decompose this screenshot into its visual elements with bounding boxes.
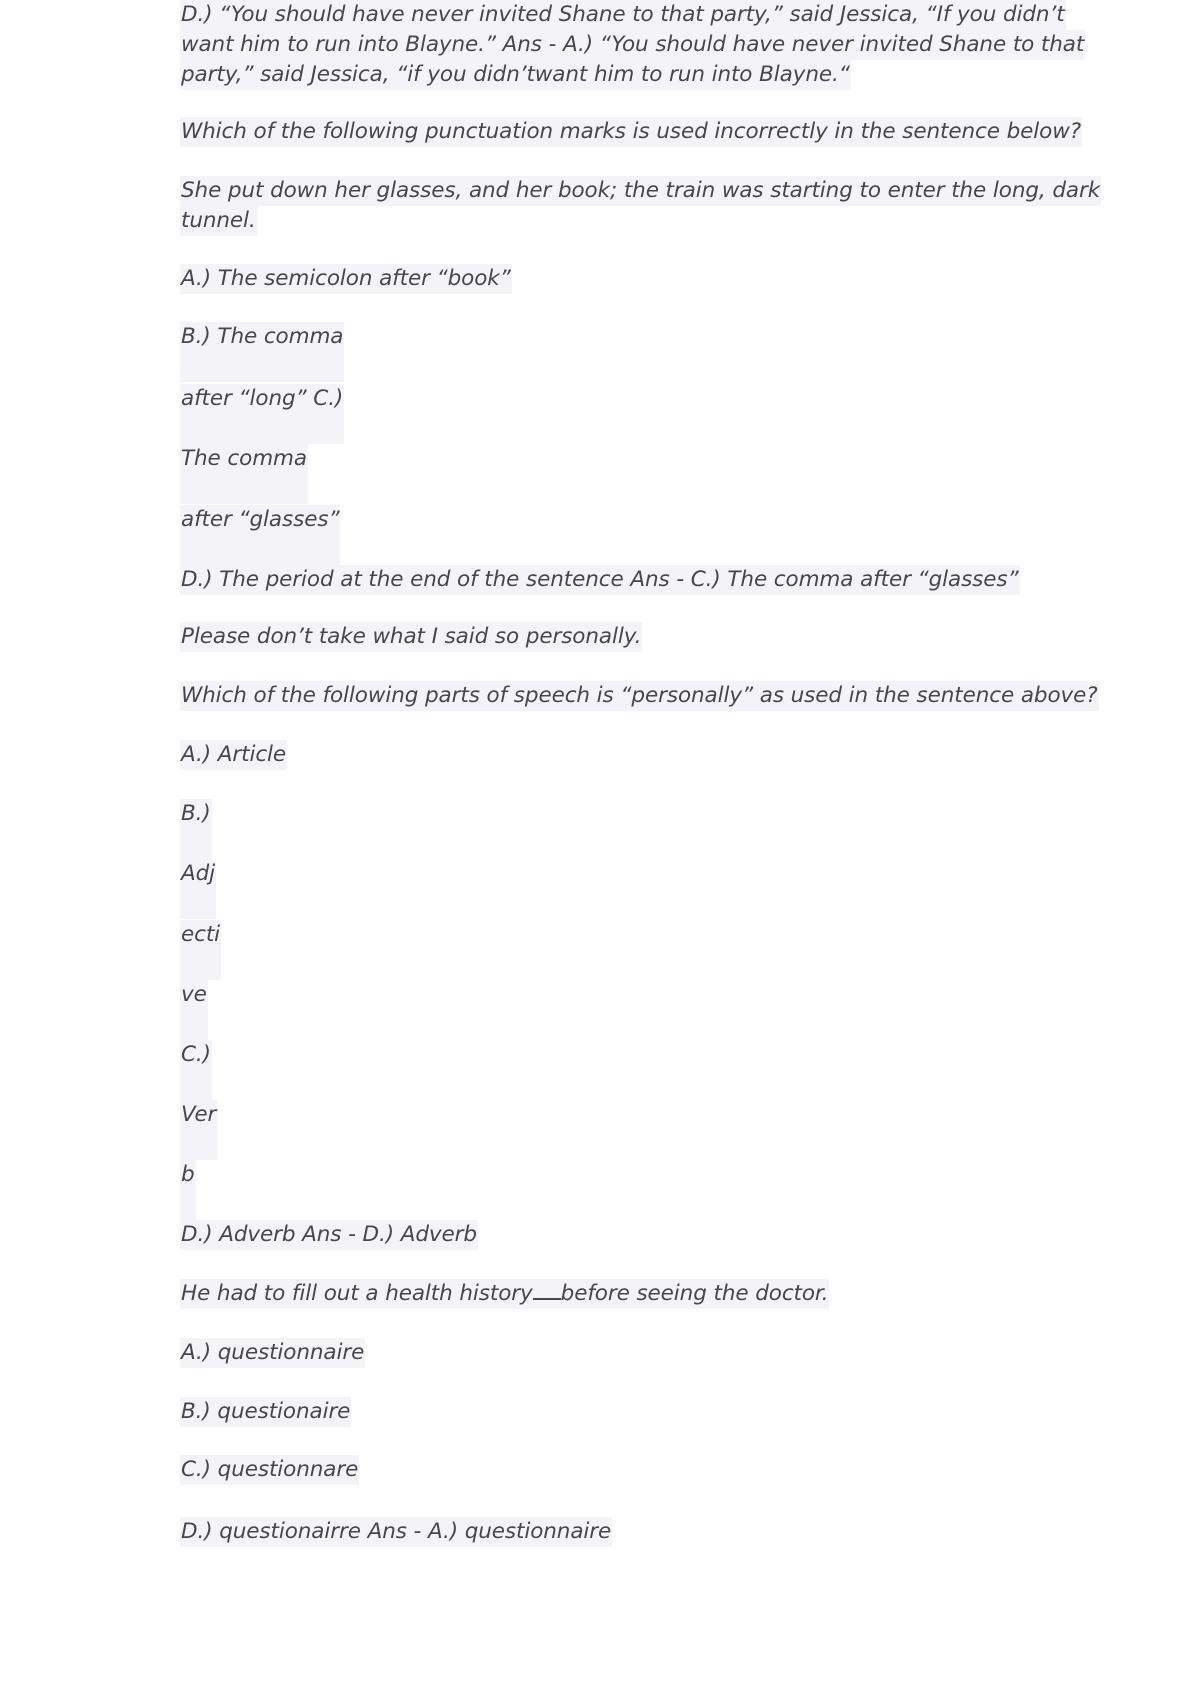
punctuation-option-a: A.) The semicolon after “book”	[180, 264, 512, 294]
punctuation-option-b-continued: after “long” C.)	[180, 384, 344, 444]
prev-question-answer-line: party,” said Jessica, “if you didn’twant him to run into Blayne.“	[180, 60, 851, 90]
speech-option-b: B.)	[180, 799, 212, 859]
spelling-option-c: C.) questionnare	[180, 1455, 359, 1485]
fill-in-blank	[533, 1280, 561, 1300]
prev-question-option-d-line-2: want him to run into Blayne.” Ans - A.) “You should have never invited Shane to that	[180, 30, 1085, 60]
speech-option-c-fragment-2: b	[180, 1160, 196, 1220]
speech-option-b-fragment-3: ve	[180, 980, 208, 1040]
spelling-prompt-part-2: before seeing the doctor.	[560, 1281, 829, 1306]
question-punctuation-prompt: Which of the following punctuation marks is used incorrectly in the sentence below?	[180, 117, 1082, 147]
spelling-prompt-part-1: He had to fill out a health history	[181, 1281, 533, 1306]
punctuation-option-c: The comma	[180, 444, 308, 504]
speech-option-c-fragment-1: Ver	[180, 1100, 217, 1160]
punctuation-option-b: B.) The comma	[180, 322, 344, 382]
punctuation-option-c-continued: after “glasses”	[180, 505, 340, 565]
question-speech-prompt: Which of the following parts of speech is “personally” as used in the sentence above?	[180, 681, 1099, 711]
spelling-option-a: A.) questionnaire	[180, 1338, 365, 1368]
spelling-option-d-with-answer: D.) questionairre Ans - A.) questionnaire	[180, 1517, 612, 1547]
speech-option-b-fragment-2: ecti	[180, 920, 221, 980]
punctuation-option-d-with-answer: D.) The period at the end of the sentence Ans - C.) The comma after “glasses”	[180, 565, 1020, 595]
speech-option-a: A.) Article	[180, 740, 287, 770]
question-punctuation-sentence-line-2: tunnel.	[180, 206, 257, 236]
prev-question-option-d-line-1: D.) “You should have never invited Shane to that party,” said Jessica, “If you didn’t	[180, 0, 1066, 30]
speech-option-d-with-answer: D.) Adverb Ans - D.) Adverb	[180, 1220, 478, 1250]
speech-option-c: C.)	[180, 1040, 212, 1100]
question-punctuation-sentence-line-1: She put down her glasses, and her book; the train was starting to enter the long, dark	[180, 176, 1101, 206]
question-speech-sentence: Please don’t take what I said so personally.	[180, 622, 642, 652]
speech-option-b-fragment-1: Adj	[180, 859, 216, 919]
spelling-option-b: B.) questionaire	[180, 1397, 351, 1427]
question-spelling-prompt	[180, 1279, 829, 1309]
